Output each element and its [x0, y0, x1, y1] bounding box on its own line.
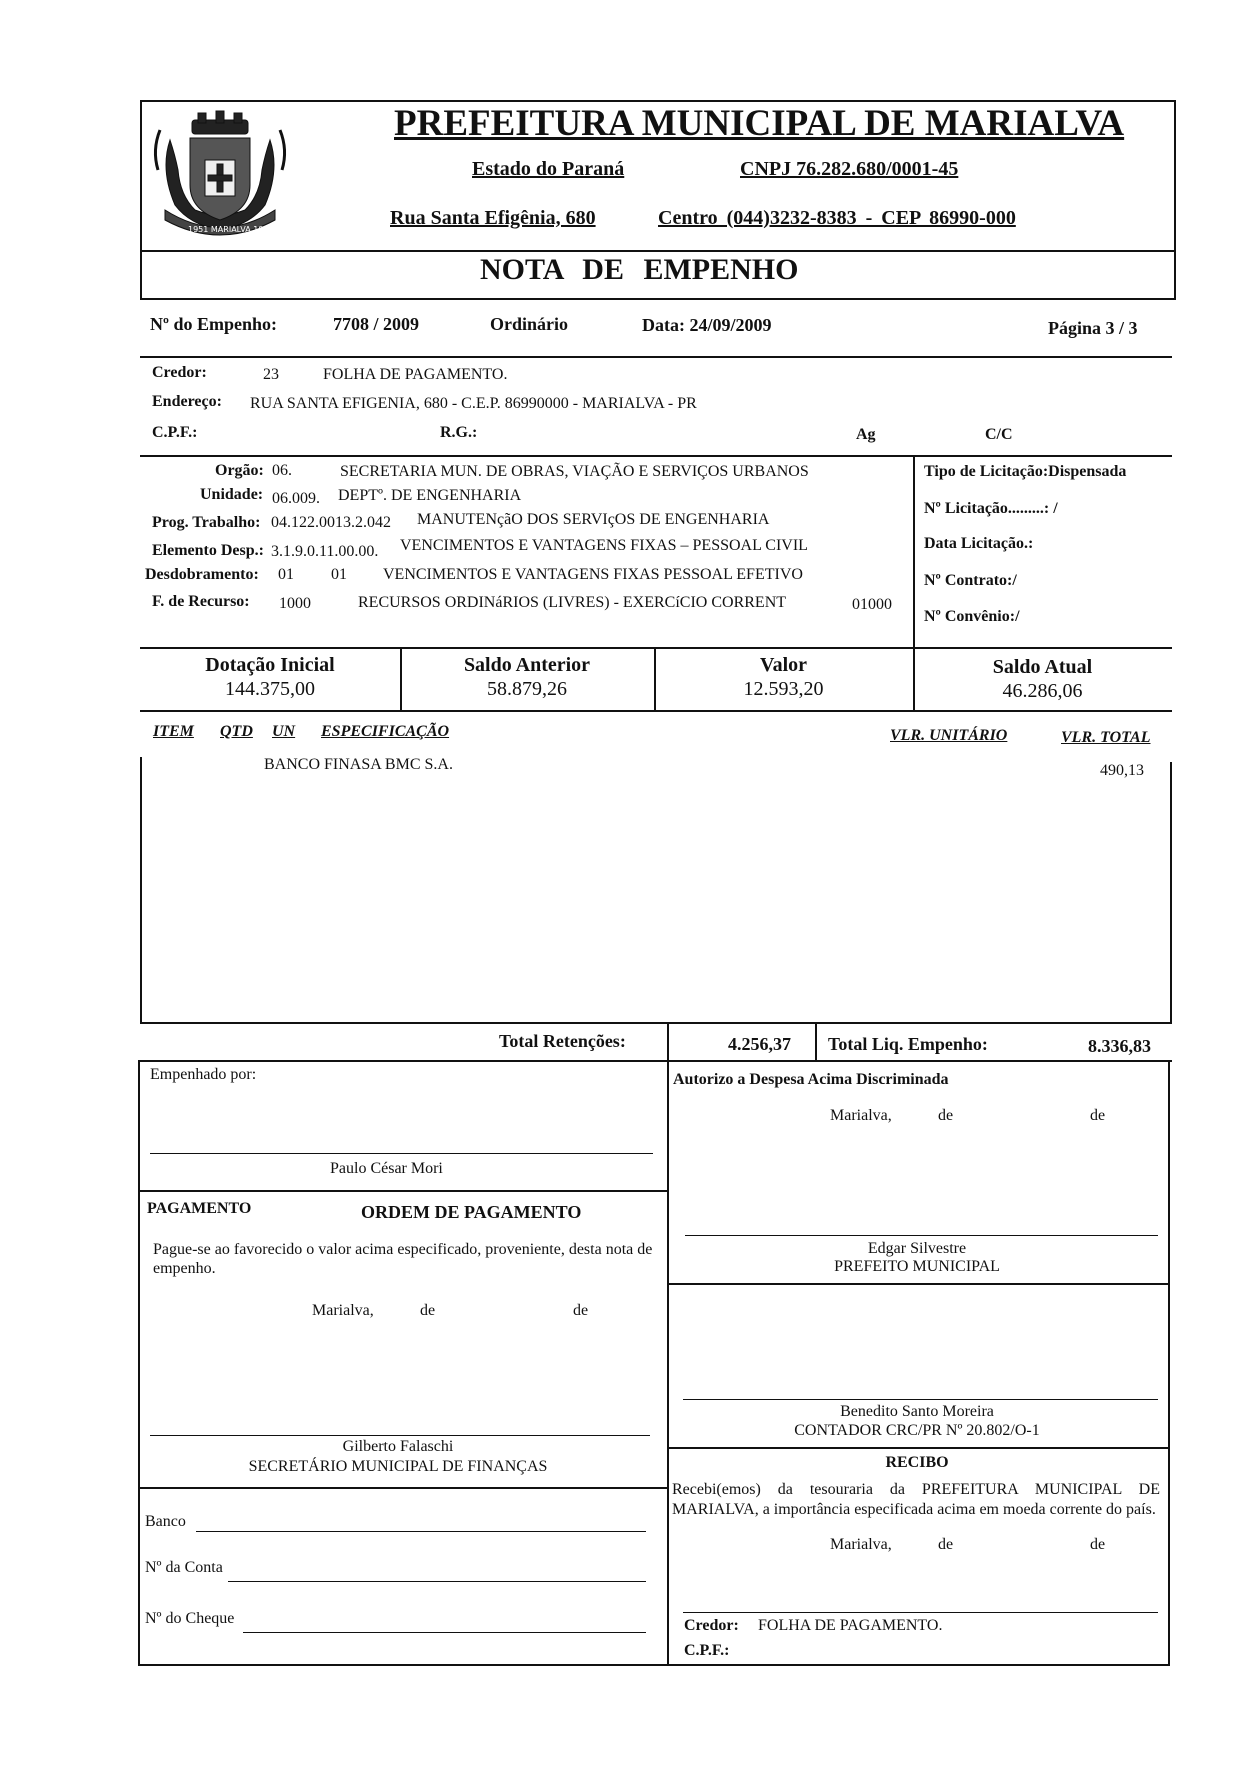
empenho-date: Data: 24/09/2009 — [642, 315, 772, 335]
banco-field-line[interactable] — [196, 1531, 646, 1532]
elemento-label: Elemento Desp.: — [152, 542, 264, 559]
bottom-right-border — [1168, 1060, 1170, 1664]
banco-top-line — [138, 1487, 667, 1489]
header-qtd: QTD — [220, 723, 253, 740]
secretario-role: SECRETÁRIO MUNICIPAL DE FINANÇAS — [248, 1458, 548, 1475]
recibo-credor-label: Credor: — [684, 1617, 739, 1634]
ordem-marialva: Marialva, — [312, 1302, 374, 1319]
pagamento-top-line — [138, 1190, 667, 1192]
orgao-label: Orgão: — [215, 462, 264, 479]
prefeito-signature-line — [685, 1235, 1158, 1236]
item-row-total: 490,13 — [1100, 762, 1144, 779]
address-street: Rua Santa Efigênia, 680 — [390, 207, 596, 229]
cnpj: CNPJ 76.282.680/0001-45 — [740, 158, 959, 180]
endereco-label: Endereço: — [152, 393, 222, 410]
data-licitacao: Data Licitação.: — [924, 535, 1034, 552]
dotacao-label: Dotação Inicial — [205, 654, 335, 676]
cpf-label: C.P.F.: — [152, 424, 198, 441]
desdobramento-label: Desdobramento: — [145, 566, 259, 583]
item-row-espec: BANCO FINASA BMC S.A. — [264, 756, 453, 773]
bottom-base-line — [138, 1664, 1170, 1666]
recibo-cpf-label: C.P.F.: — [684, 1642, 730, 1659]
unidade-code: 06.009. — [272, 490, 320, 507]
total-liquido-label: Total Liq. Empenho: — [828, 1034, 988, 1054]
tipo-licitacao: Tipo de Licitação:Dispensada — [924, 463, 1127, 480]
endereco-value: RUA SANTA EFIGENIA, 680 - C.E.P. 86990000 - MARIALVA - PR — [250, 395, 697, 412]
numero-contrato: Nº Contrato:/ — [924, 572, 1017, 589]
header-divider — [140, 250, 1176, 252]
header-especificacao: ESPECIFICAÇÃO — [321, 723, 450, 740]
empenhado-name: Paulo César Mori — [330, 1160, 443, 1177]
recibo-title: RECIBO — [885, 1454, 949, 1471]
prog-code: 04.122.0013.2.042 — [271, 514, 391, 531]
contador-top-line — [667, 1283, 1168, 1285]
prefeito-role: PREFEITO MUNICIPAL — [834, 1258, 1000, 1275]
total-retencoes-label: Total Retenções: — [499, 1031, 626, 1051]
saldos-top-line — [140, 647, 1172, 649]
prefeitura-title: PREFEITURA MUNICIPAL DE MARIALVA — [394, 103, 1125, 144]
items-left-border — [140, 757, 142, 1022]
autorizo-de-1: de — [938, 1107, 954, 1124]
credor-name: FOLHA DE PAGAMENTO. — [323, 366, 508, 383]
rg-label: R.G.: — [440, 424, 478, 441]
prog-desc: MANUTENçãO DOS SERVIçOS DE ENGENHARIA — [417, 511, 770, 528]
ag-label: Ag — [856, 426, 876, 443]
desdobramento-code-1: 01 — [278, 566, 294, 583]
orgao-code: 06. — [272, 462, 292, 479]
header-un: UN — [272, 723, 296, 740]
totais-top-line — [140, 1022, 1172, 1024]
header-vlr-total: VLR. TOTAL — [1061, 729, 1151, 746]
header-vlr-unitario: VLR. UNITÁRIO — [890, 727, 1008, 744]
ordem-de-1: de — [420, 1302, 436, 1319]
credor-divider — [140, 455, 1172, 457]
bottom-left-border — [138, 1060, 140, 1664]
recurso-number: 01000 — [852, 596, 892, 613]
ordem-de-2: de — [573, 1302, 589, 1319]
banco-label: Banco — [145, 1513, 186, 1530]
document-title: NOTA DE EMPENHO — [480, 253, 799, 286]
valor-value: 12.593,20 — [743, 678, 824, 700]
autorizo-marialva: Marialva, — [830, 1107, 892, 1124]
info-divider — [140, 356, 1172, 358]
page-number: Página 3 / 3 — [1048, 318, 1138, 338]
recibo-text: Recebi(emos) da tesouraria da PREFEITURA MUNICIPAL DE MARIALVA, a importância especificada acima em moeda corrente do país. — [672, 1481, 1160, 1518]
saldo-anterior-value: 58.879,26 — [487, 678, 567, 700]
credor-code: 23 — [263, 366, 279, 383]
total-retencoes-value: 4.256,37 — [728, 1034, 791, 1054]
prog-label: Prog. Trabalho: — [152, 514, 261, 531]
conta-field-line[interactable] — [228, 1581, 646, 1582]
saldos-bottom-line — [140, 710, 1172, 712]
cheque-field-line[interactable] — [243, 1632, 646, 1633]
empenho-type: Ordinário — [490, 314, 569, 334]
saldo-atual-label: Saldo Atual — [992, 656, 1093, 678]
recibo-signature-line — [683, 1612, 1158, 1613]
recibo-de-1: de — [938, 1536, 954, 1553]
autorizo-de-2: de — [1090, 1107, 1106, 1124]
cheque-label: Nº do Cheque — [145, 1610, 235, 1627]
recibo-top-line — [667, 1447, 1168, 1449]
licitacao-divider — [913, 455, 915, 647]
svg-text:1951 MARIALVA 1952: 1951 MARIALVA 1952 — [188, 225, 274, 234]
pague-se-text: Pague-se ao favorecido o valor acima especificado, proveniente, desta nota de empenho. — [153, 1241, 653, 1277]
empenho-label: Nº do Empenho: — [150, 314, 277, 334]
recurso-desc: RECURSOS ORDINáRIOS (LIVRES) - EXERCíCIO CORRENT — [358, 594, 787, 611]
recibo-credor-value: FOLHA DE PAGAMENTO. — [758, 1617, 943, 1634]
items-right-border — [1170, 762, 1172, 1022]
unidade-desc: DEPTº. DE ENGENHARIA — [338, 487, 522, 504]
recurso-label: F. de Recurso: — [152, 593, 250, 610]
conta-label: Nº da Conta — [145, 1559, 223, 1576]
bottom-center-border — [667, 1060, 669, 1664]
empenho-number: 7708 / 2009 — [333, 314, 420, 334]
saldo-atual-value: 46.286,06 — [1002, 680, 1083, 702]
empenhado-signature-line — [150, 1153, 653, 1154]
desdobramento-desc: VENCIMENTOS E VANTAGENS FIXAS PESSOAL EFETIVO — [383, 566, 803, 583]
contador-role: CONTADOR CRC/PR Nº 20.802/O-1 — [794, 1422, 1040, 1439]
totais-sep-2 — [815, 1022, 817, 1060]
recurso-code: 1000 — [279, 595, 311, 612]
state-name: Estado do Paraná — [472, 158, 625, 180]
totais-bottom-line — [140, 1060, 1172, 1062]
numero-convenio: Nº Convênio:/ — [924, 608, 1020, 625]
contador-signature-line — [683, 1399, 1158, 1400]
header-item: ITEM — [153, 723, 194, 740]
valor-label: Valor — [759, 654, 808, 676]
total-liquido-value: 8.336,83 — [1088, 1036, 1151, 1056]
elemento-code: 3.1.9.0.11.00.00. — [271, 543, 379, 560]
unidade-label: Unidade: — [200, 486, 264, 503]
pagamento-label: PAGAMENTO — [147, 1200, 252, 1217]
cc-label: C/C — [985, 426, 1013, 443]
numero-licitacao: Nº Licitação.........: / — [924, 500, 1058, 517]
prefeito-name: Edgar Silvestre — [867, 1240, 967, 1257]
recibo-marialva: Marialva, — [830, 1536, 892, 1553]
contador-name: Benedito Santo Moreira — [840, 1403, 994, 1420]
ordem-pagamento-label: ORDEM DE PAGAMENTO — [361, 1202, 582, 1222]
dotacao-value: 144.375,00 — [225, 678, 315, 700]
orgao-desc: SECRETARIA MUN. DE OBRAS, VIAÇÃO E SERVIÇOS URBANOS — [340, 463, 809, 480]
elemento-desc: VENCIMENTOS E VANTAGENS FIXAS – PESSOAL CIVIL — [400, 537, 808, 554]
totais-sep-1 — [667, 1022, 669, 1060]
coat-of-arms-logo — [150, 110, 290, 245]
credor-label: Credor: — [152, 364, 207, 381]
secretario-name: Gilberto Falaschi — [342, 1438, 454, 1455]
address-rest: Centro (044)3232-8383 - CEP 86990-000 — [658, 207, 1016, 229]
saldo-anterior-label: Saldo Anterior — [463, 654, 591, 676]
secretario-signature-line — [150, 1435, 650, 1436]
desdobramento-code-2: 01 — [331, 566, 347, 583]
autorizo-label: Autorizo a Despesa Acima Discriminada — [673, 1071, 949, 1088]
recibo-de-2: de — [1090, 1536, 1106, 1553]
empenhado-label: Empenhado por: — [150, 1066, 257, 1083]
